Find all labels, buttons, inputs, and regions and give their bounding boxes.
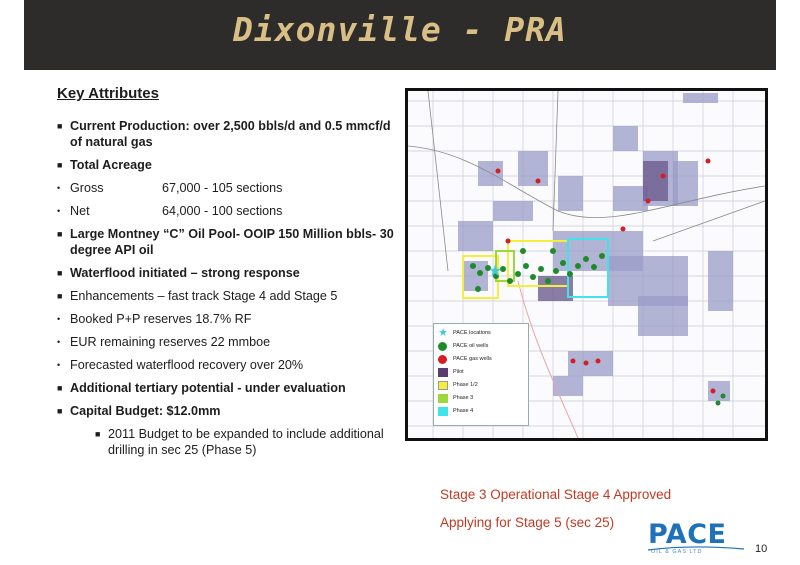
lease-map (405, 88, 768, 441)
green-dot-icon (438, 342, 447, 351)
purple-square-icon (438, 368, 448, 377)
dot-bullet-icon: • (57, 360, 61, 370)
square-bullet-icon: ■ (57, 229, 63, 239)
dot-bullet-icon: • (57, 314, 61, 324)
section-heading: Key Attributes (57, 85, 159, 102)
bullet-total-acreage: ■ Total Acreage (57, 158, 152, 172)
legend-item: Phase 1/2 (438, 379, 524, 391)
legend-item: ★ PACE locations (438, 326, 491, 339)
logo-wordmark: PACE (648, 519, 727, 550)
bullet-gross: • Gross 67,000 - 105 sections (57, 181, 283, 195)
legend-item: Pilot (438, 366, 524, 378)
bullet-forecast: • Forecasted waterflood recovery over 20% (57, 358, 304, 372)
square-bullet-icon: ■ (57, 160, 63, 170)
legend-item: Phase 4 (438, 405, 524, 417)
status-line-stage: Stage 3 Operational Stage 4 Approved (440, 487, 672, 502)
star-icon: ★ (438, 326, 448, 339)
dot-bullet-icon: • (57, 337, 61, 347)
bullet-montney: ■ Large Montney “C” Oil Pool- OOIP 150 Million bbls- 30 degree API oil (57, 227, 394, 257)
square-bullet-icon: ■ (57, 121, 63, 131)
status-line-applying: Applying for Stage 5 (sec 25) (440, 515, 615, 530)
key-attributes-list (57, 118, 397, 465)
yellow-square-icon (438, 381, 448, 390)
bullet-booked: • Booked P+P reserves 18.7% RF (57, 312, 252, 326)
legend-item: Phase 3 (438, 392, 524, 404)
square-bullet-icon: ■ (57, 291, 63, 301)
square-bullet-icon: ■ (57, 406, 63, 416)
bullet-waterflood: ■ Waterflood initiated – strong response (57, 266, 300, 280)
bullet-eur: • EUR remaining reserves 22 mmboe (57, 335, 271, 349)
legend-item: PACE oil wells (438, 340, 524, 352)
square-bullet-icon: ■ (57, 383, 63, 393)
green-square-icon (438, 394, 448, 403)
bullet-net: • Net 64,000 - 100 sections (57, 204, 283, 218)
title-banner (24, 0, 776, 70)
logo-subtitle: OIL & GAS LTD (651, 549, 703, 555)
bullet-budget-sub: ■ 2011 Budget to be expanded to include additional drilling in sec 25 (Phase 5) (95, 427, 384, 457)
red-dot-icon (438, 355, 447, 364)
dot-bullet-icon: • (57, 206, 61, 216)
cyan-square-icon (438, 407, 448, 416)
square-bullet-icon: ■ (95, 429, 101, 439)
pace-location-star-icon: ★ (488, 261, 503, 280)
page-number: 10 (755, 543, 768, 555)
bullet-tertiary: ■ Additional tertiary potential - under evaluation (57, 381, 346, 395)
slide-title: Dixonville - PRA (233, 10, 567, 49)
pace-logo (648, 521, 744, 561)
bullet-capital: ■ Capital Budget: $12.0mm (57, 404, 221, 418)
bullet-current-production: ■ Current Production: over 2,500 bbls/d and 0.5 mmcf/d of natural gas (57, 119, 391, 149)
dot-bullet-icon: • (57, 183, 61, 193)
logo-swoosh-icon (648, 546, 744, 551)
bullet-enhancements: ■ Enhancements – fast track Stage 4 add Stage 5 (57, 289, 338, 303)
map-legend (433, 323, 529, 426)
square-bullet-icon: ■ (57, 268, 63, 278)
legend-item: PACE gas wells (438, 353, 524, 365)
